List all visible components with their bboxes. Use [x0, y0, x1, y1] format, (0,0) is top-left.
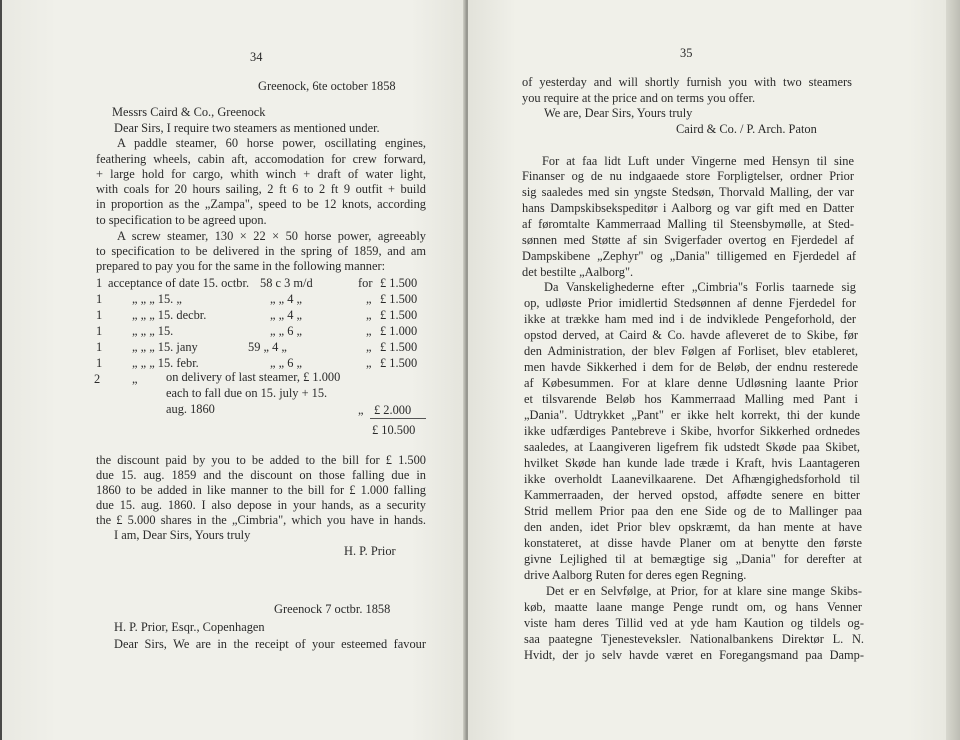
- payment-term: 59 „ 4 „: [248, 340, 287, 354]
- delivery-line: each to fall due on 15. july + 15.: [166, 386, 328, 400]
- page-edge: [946, 0, 960, 740]
- delivery-line: aug. 1860: [166, 402, 215, 416]
- text-line: the £ 5.000 shares in the „Cimbria", which you have in hands.: [96, 513, 426, 527]
- text-line: op, udløste Prior imidlertid Stedsønnen af denne Fjerdedel for: [524, 296, 856, 310]
- text-line: Det er en Selvfølge, at Prior, for at klare sine mange Skibs-: [546, 584, 862, 598]
- text-line: due 15. aug. 1860. I also depose in your hands, as a security: [96, 498, 426, 512]
- payment-connector: for: [358, 276, 373, 290]
- text-line: et tilsvarende Beløb hos Kammerraad Malling med Pant i: [524, 392, 858, 406]
- text-line: „Dania". Udtrykket „Pant" er ikke helt korrekt, thi der kunde: [524, 408, 860, 422]
- payment-count: 1: [96, 340, 103, 354]
- text-line: af føromtalte Kammerraad Malling til Steensbymølle, at Sted-: [522, 217, 854, 231]
- payment-description: „ „ „ 15. „: [132, 292, 182, 306]
- letter2-first-line: Dear Sirs, We are in the receipt of your esteemed favour: [114, 637, 426, 651]
- payment-term: „ „ 6 „: [270, 356, 302, 370]
- payment-amount: £ 1.500: [380, 308, 418, 322]
- text-line: af Købesummen. For at klare denne Udløsning laante Prior: [524, 376, 858, 390]
- text-line: A paddle steamer, 60 horse power, oscillating engines,: [117, 136, 426, 150]
- text-line: with coals for 20 hours sailing, 2 ft 6 to 2 ft 9 outfit + build: [96, 182, 426, 196]
- text-line: sønnen med Støtte af sin Svigerfader overtog en Fjerdedel af: [522, 233, 854, 247]
- text-line: prepared to pay you for the same in the following manner:: [96, 259, 386, 273]
- text-line: viste ham deres Tillid ved at yde ham Kaution og tildels og-: [524, 616, 864, 630]
- text-line: givne Lejlighed til at bemægtige sig „Dania" for derefter at: [524, 552, 862, 566]
- text-line: to specification to be agreed upon.: [96, 213, 267, 227]
- text-line: you require at the price and on terms you offer.: [522, 91, 756, 105]
- text-line: sig saaledes med sin yngste Stedsøn, Thorvald Malling, der var: [522, 185, 854, 199]
- payment-connector: „: [366, 292, 372, 306]
- payment-total: £ 10.500: [372, 423, 416, 437]
- payment-term: „ „ 4 „: [270, 292, 302, 306]
- text-line: hans Dampskibsekspeditør i Aalborg og var gift med en Datter: [522, 201, 854, 215]
- text-line: ikke at trække ham med ind i de indviklede Pengeforhold, der: [524, 312, 856, 326]
- payment-term: „ „ 4 „: [270, 308, 302, 322]
- text-line: + large hold for cargo, whith winch + draft of water light,: [96, 167, 426, 181]
- letter-closing: We are, Dear Sirs, Yours truly: [544, 106, 693, 120]
- payment-connector: „: [366, 324, 372, 338]
- text-line: Hvidt, der jo selv havde været en Foregangsmand paa Damp-: [524, 648, 864, 662]
- page-number: 34: [250, 50, 263, 64]
- payment-connector: „: [366, 340, 372, 354]
- text-line: den anden, idet Prior blev opskræmt, da han mente at have: [524, 520, 862, 534]
- payment-connector: „: [366, 308, 372, 322]
- text-line: den Administration, der blev Følgen af Forliset, blev etableret,: [524, 344, 858, 358]
- payment-count: 1: [96, 324, 103, 338]
- payment-description: „ „ „ 15. febr.: [132, 356, 199, 370]
- text-line: saaledes, at Laangiveren ligefrem fik udstedt Skøde paa Skibet,: [524, 440, 860, 454]
- text-line: Kammerraaden, der herved opstod, affødte senere en bitter: [524, 488, 860, 502]
- text-line: hvilket Skøde han kunde lade træde i Kraft, hvis Laantageren: [524, 456, 860, 470]
- text-line: feathering wheels, cabin aft, accomodation for crew forward,: [96, 152, 426, 166]
- text-line: to specification to be delivered in the spring of 1859, and am: [96, 244, 426, 258]
- payment-amount: £ 1.500: [380, 340, 418, 354]
- text-line: konstateret, at disse havde Planer om at benytte den første: [524, 536, 862, 550]
- letter1-addressee: Messrs Caird & Co., Greenock: [112, 105, 266, 119]
- payment-amount: £ 1.500: [380, 292, 418, 306]
- text-line: Finanser og de nu indgaaede store Forpligtelser, ordner Prior: [522, 169, 854, 183]
- text-line: ikke udfærdiges Pantebreve i Skibe, hvorfor Sikkerhed ordnedes: [524, 424, 860, 438]
- letter1-closing: I am, Dear Sirs, Yours truly: [114, 528, 251, 542]
- text-line: Da Vanskelighederne efter „Cimbria"s Forlis taarnede sig: [544, 280, 856, 294]
- payment-description: „ „ „ 15. jany: [132, 340, 198, 354]
- letter-signature: Caird & Co. / P. Arch. Paton: [676, 122, 817, 136]
- payment-amount: £ 1.000: [380, 324, 418, 338]
- letter2-addressee: H. P. Prior, Esqr., Copenhagen: [114, 620, 265, 634]
- text-line: opstod derved, at Caird & Co. havde afleveret de to Skibe, før: [524, 328, 858, 342]
- payment-amount: £ 1.500: [380, 356, 418, 370]
- payment-description: „ „ „ 15. decbr.: [132, 308, 207, 322]
- text-line: saa paategne Tjenesteveksler. Nationalbankens Direktør L. N.: [524, 632, 864, 646]
- left-page: [2, 0, 466, 740]
- letter2-dateline: Greenock 7 octbr. 1858: [274, 602, 391, 616]
- text-line: drive Aalborg Ruten for deres egen Regning.: [524, 568, 747, 582]
- payment-amount: £ 2.000: [374, 403, 412, 417]
- payment-description: acceptance of date 15. octbr.: [108, 276, 250, 290]
- payment-count: 1: [96, 356, 103, 370]
- letter1-dateline: Greenock, 6te october 1858: [258, 79, 396, 93]
- payment-count: 1: [96, 308, 103, 322]
- letter1-signature: H. P. Prior: [344, 544, 396, 558]
- payment-amount: £ 1.500: [380, 276, 418, 290]
- text-line: Strid mellem Prior paa den ene Side og de to Mallinger paa: [524, 504, 862, 518]
- right-page: [468, 0, 946, 740]
- payment-connector: „: [358, 403, 364, 417]
- payment-term: 58 c 3 m/d: [260, 276, 313, 290]
- text-line: A screw steamer, 130 × 22 × 50 horse power, agreeably: [117, 229, 426, 243]
- text-line: in proportion as the „Zampa", speed to be 12 knots, according: [96, 197, 426, 211]
- text-line: køb, maatte laane mange Penge rundt om, og hans Venner: [524, 600, 862, 614]
- payment-term: „ „ 6 „: [270, 324, 302, 338]
- text-line: the discount paid by you to be added to the bill for £ 1.500: [96, 453, 426, 467]
- delivery-line: on delivery of last steamer, £ 1.000: [166, 370, 341, 384]
- ditto-mark: „: [132, 372, 138, 386]
- text-line: 1860 to be added in like manner to the bill for £ 1.000 falling: [96, 483, 426, 497]
- payment-description: „ „ „ 15.: [132, 324, 174, 338]
- text-line: Dampskibene „Zephyr" og „Dania" tilligemed en Fjerdedel af: [522, 249, 856, 263]
- payment-count: 1: [96, 276, 103, 290]
- payment-connector: „: [366, 356, 372, 370]
- text-line: For at faa lidt Luft under Vingerne med Hensyn til sine: [542, 154, 854, 168]
- text-line: Dear Sirs, I require two steamers as mentioned under.: [114, 121, 380, 135]
- text-line: of yesterday and will shortly furnish you with two steamers: [522, 75, 852, 89]
- page-number: 35: [680, 46, 693, 60]
- payment-count: 1: [96, 292, 103, 306]
- text-line: ikke overholdt Laanevilkaarene. Det Afhængighedsforhold til: [524, 472, 860, 486]
- text-line: men havde Sikkerhed i dem for de Beløb, der endnu resterede: [524, 360, 858, 374]
- total-rule: [370, 418, 426, 419]
- payment-count: 2: [94, 372, 101, 386]
- text-line: det bestilte „Aalborg".: [522, 265, 634, 279]
- text-line: due 15. aug. 1859 and the discount on those falling due in: [96, 468, 426, 482]
